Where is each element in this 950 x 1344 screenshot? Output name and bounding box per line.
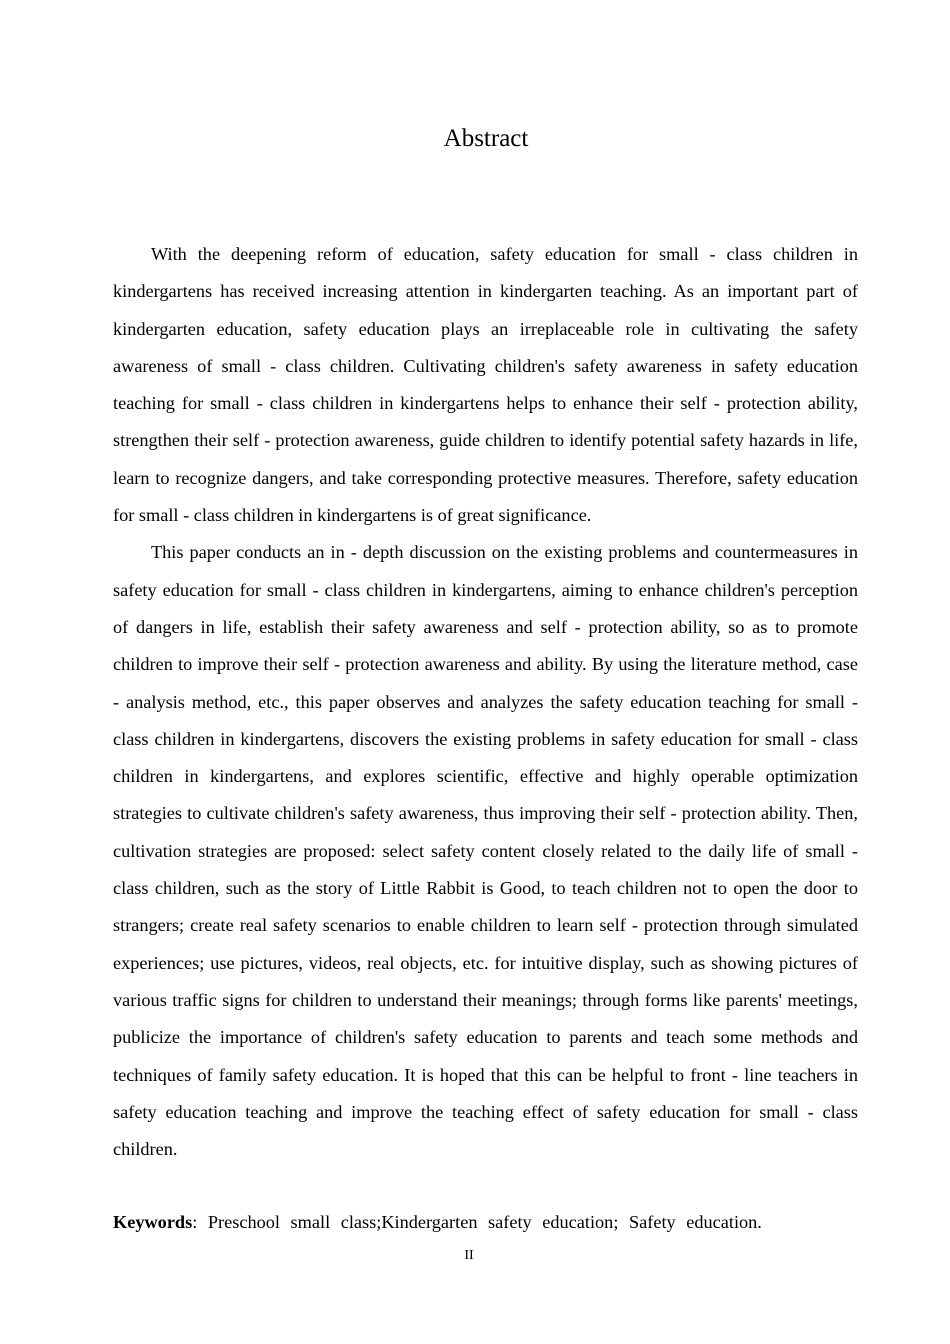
- abstract-paragraph-1: With the deepening reform of education, safety education for small - class children in kindergartens has received increasing attention in kindergarten teaching. As an important part of kindergarten education, safety education plays an irreplaceable role in cultivating the safety awareness of small - class children. Cultivating children's safety awareness in safety education teaching for small - class children in kindergartens helps to enhance their self - protection ability, strengthen their self - protection awareness, guide children to identify potential safety hazards in life, learn to recognize dangers, and take corresponding protective measures. Therefore, safety education for small - class children in kindergartens is of great significance.: [113, 244, 858, 526]
- page-number: II: [464, 1248, 474, 1263]
- keywords-separator: :: [192, 1212, 198, 1232]
- keywords-text: Preschool small class;Kindergarten safety education; Safety education.: [207, 1212, 762, 1232]
- keywords-line: [113, 1204, 813, 1240]
- abstract-title: Abstract: [443, 125, 529, 152]
- keywords-label: Keywords: [113, 1212, 193, 1232]
- abstract-body: [113, 236, 858, 1168]
- abstract-paragraph-2: This paper conducts an in - depth discussion on the existing problems and countermeasures in safety education for small - class children in kindergartens, aiming to enhance children's perception of dangers in life, establish their safety awareness and self - protection ability, so as to promote children to improve their self - protection awareness and ability. By using the literature method, case - analysis method, etc., this paper observes and analyzes the safety education teaching for small - class children in kindergartens, discovers the existing problems in safety education for small - class children in kindergartens, and explores scientific, effective and highly operable optimization strategies to cultivate children's safety awareness, thus improving their self - protection ability. Then, cultivation strategies are proposed: select safety content closely related to the daily life of small - class children, such as the story of Little Rabbit is Good, to teach children not to open the door to strangers; create real safety scenarios to enable children to learn self - protection through simulated experiences; use pictures, videos, real objects, etc. for intuitive display, such as showing pictures of various traffic signs for children to understand their meanings; through forms like parents' meetings, publicize the importance of children's safety education to parents and teach some methods and techniques of family safety education. It is hoped that this can be helpful to front - line teachers in safety education teaching and improve the teaching effect of safety education for small - class children.: [113, 542, 858, 1160]
